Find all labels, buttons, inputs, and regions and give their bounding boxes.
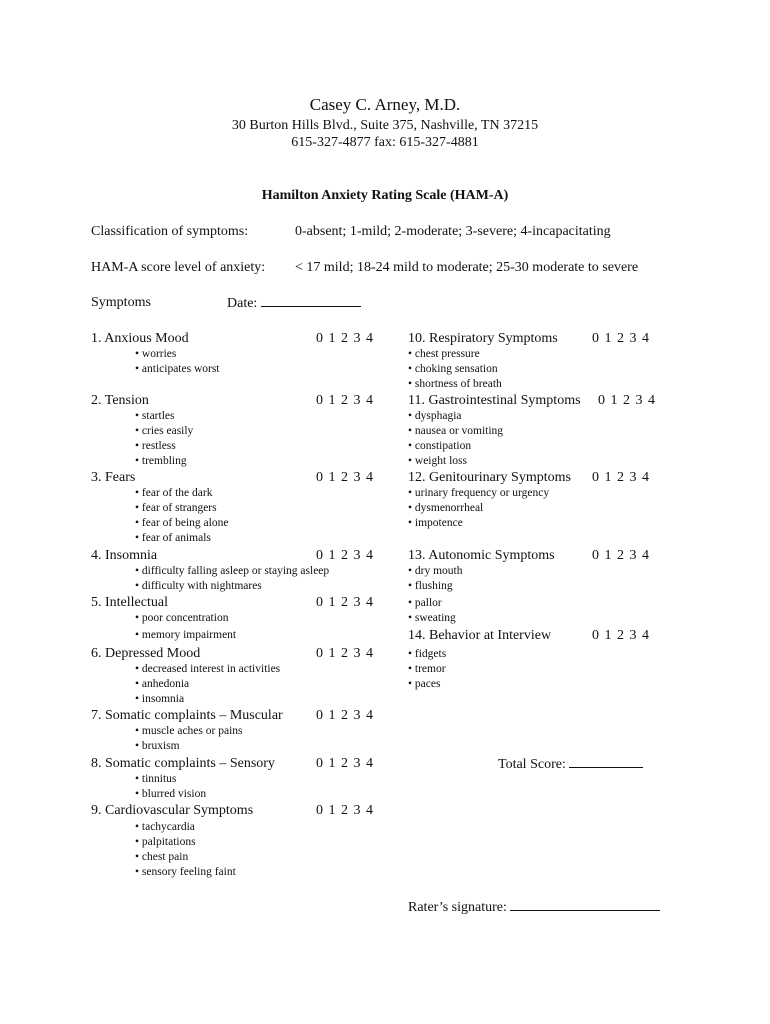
item-title: 3. Fears	[91, 470, 136, 485]
symptom-bullet: • nausea or vomiting	[408, 425, 504, 437]
item-title: 2. Tension	[91, 393, 149, 408]
symptom-bullet: • worries	[135, 348, 177, 360]
symptom-bullet: • dysmenorrheal	[408, 502, 484, 514]
symptom-bullet: • insomnia	[135, 693, 185, 705]
symptom-bullet: • cries easily	[135, 425, 194, 437]
item-title: 9. Cardiovascular Symptoms	[91, 803, 254, 818]
symptom-bullet: • restless	[135, 440, 176, 452]
doctor-contact: 615-327-4877 fax: 615-327-4881	[291, 135, 479, 150]
symptom-bullet: • bruxism	[135, 740, 180, 752]
rating-scale[interactable]: 0 1 2 3 4	[316, 595, 374, 610]
score-level-label: HAM-A score level of anxiety:	[91, 260, 266, 275]
classification-value: 0-absent; 1-mild; 2-moderate; 3-severe; 4-incapacitating	[295, 224, 611, 239]
form-title: Hamilton Anxiety Rating Scale (HAM-A)	[261, 188, 509, 203]
symptom-bullet: • sweating	[408, 612, 456, 624]
symptom-bullet: • urinary frequency or urgency	[408, 487, 550, 499]
rating-scale[interactable]: 0 1 2 3 4	[316, 331, 374, 346]
date-label: Date:	[227, 296, 258, 311]
rater-signature-field[interactable]	[408, 899, 660, 916]
symptom-bullet: • chest pain	[135, 851, 189, 863]
symptoms-heading: Symptoms	[91, 295, 151, 310]
rating-scale[interactable]: 0 1 2 3 4	[316, 548, 374, 563]
symptom-bullet: • tachycardia	[135, 821, 195, 833]
symptom-bullet: • flushing	[408, 580, 453, 592]
item-title: 5. Intellectual	[91, 595, 168, 610]
rater-signature-blank[interactable]	[510, 899, 660, 911]
rating-scale[interactable]: 0 1 2 3 4	[592, 548, 650, 563]
symptom-bullet: • weight loss	[408, 455, 467, 467]
symptom-bullet: • anhedonia	[135, 678, 190, 690]
item-title: 11. Gastrointestinal Symptoms	[408, 393, 581, 408]
symptom-bullet: • shortness of breath	[408, 378, 502, 390]
symptom-bullet: • memory impairment	[135, 629, 237, 641]
symptom-bullet: • trembling	[135, 455, 187, 467]
rating-scale[interactable]: 0 1 2 3 4	[592, 628, 650, 643]
item-title: 6. Depressed Mood	[91, 646, 201, 661]
date-blank[interactable]	[261, 295, 361, 307]
symptom-bullet: • decreased interest in activities	[135, 663, 281, 675]
symptom-bullet: • dry mouth	[408, 565, 463, 577]
symptom-bullet: • dysphagia	[408, 410, 462, 422]
symptom-bullet: • startles	[135, 410, 175, 422]
total-score-label: Total Score:	[498, 757, 566, 772]
rating-scale[interactable]: 0 1 2 3 4	[598, 393, 656, 408]
symptom-bullet: • anticipates worst	[135, 363, 220, 375]
rating-scale[interactable]: 0 1 2 3 4	[316, 708, 374, 723]
symptom-bullet: • tinnitus	[135, 773, 177, 785]
rating-scale[interactable]: 0 1 2 3 4	[592, 331, 650, 346]
rating-scale[interactable]: 0 1 2 3 4	[316, 646, 374, 661]
symptom-bullet: • impotence	[408, 517, 463, 529]
symptom-bullet: • pallor	[408, 597, 442, 609]
total-score-blank[interactable]	[569, 756, 643, 768]
rating-scale[interactable]: 0 1 2 3 4	[316, 756, 374, 771]
score-level-value: < 17 mild; 18-24 mild to moderate; 25-30 moderate to severe	[295, 260, 639, 275]
symptom-bullet: • poor concentration	[135, 612, 229, 624]
symptom-bullet: • fear of strangers	[135, 502, 217, 514]
symptom-bullet: • chest pressure	[408, 348, 480, 360]
rater-signature-label: Rater’s signature:	[408, 900, 507, 915]
rating-scale[interactable]: 0 1 2 3 4	[316, 470, 374, 485]
symptom-bullet: • fear of animals	[135, 532, 211, 544]
symptom-bullet: • choking sensation	[408, 363, 498, 375]
date-field[interactable]	[227, 295, 361, 312]
symptom-bullet: • fear of the dark	[135, 487, 213, 499]
symptom-bullet: • blurred vision	[135, 788, 207, 800]
symptom-bullet: • constipation	[408, 440, 472, 452]
symptom-bullet: • difficulty falling asleep or staying asleep	[135, 565, 330, 577]
symptom-bullet: • muscle aches or pains	[135, 725, 243, 737]
classification-label: Classification of symptoms:	[91, 224, 249, 239]
rating-scale[interactable]: 0 1 2 3 4	[316, 803, 374, 818]
item-title: 4. Insomnia	[91, 548, 158, 563]
doctor-name: Casey C. Arney, M.D.	[309, 95, 461, 114]
item-title: 13. Autonomic Symptoms	[408, 548, 555, 563]
item-title: 10. Respiratory Symptoms	[408, 331, 558, 346]
symptom-bullet: • tremor	[408, 663, 446, 675]
item-title: 1. Anxious Mood	[91, 331, 189, 346]
item-title: 8. Somatic complaints – Sensory	[91, 756, 275, 771]
symptom-bullet: • fear of being alone	[135, 517, 229, 529]
symptom-bullet: • difficulty with nightmares	[135, 580, 262, 592]
symptom-bullet: • fidgets	[408, 648, 447, 660]
symptom-bullet: • paces	[408, 678, 441, 690]
doctor-address: 30 Burton Hills Blvd., Suite 375, Nashville, TN 37215	[231, 118, 539, 133]
total-score-field[interactable]	[498, 756, 643, 773]
item-title: 12. Genitourinary Symptoms	[408, 470, 571, 485]
rating-scale[interactable]: 0 1 2 3 4	[316, 393, 374, 408]
symptom-bullet: • sensory feeling faint	[135, 866, 236, 878]
item-title: 14. Behavior at Interview	[408, 628, 552, 643]
symptom-bullet: • palpitations	[135, 836, 196, 848]
item-title: 7. Somatic complaints – Muscular	[91, 708, 283, 723]
rating-scale[interactable]: 0 1 2 3 4	[592, 470, 650, 485]
